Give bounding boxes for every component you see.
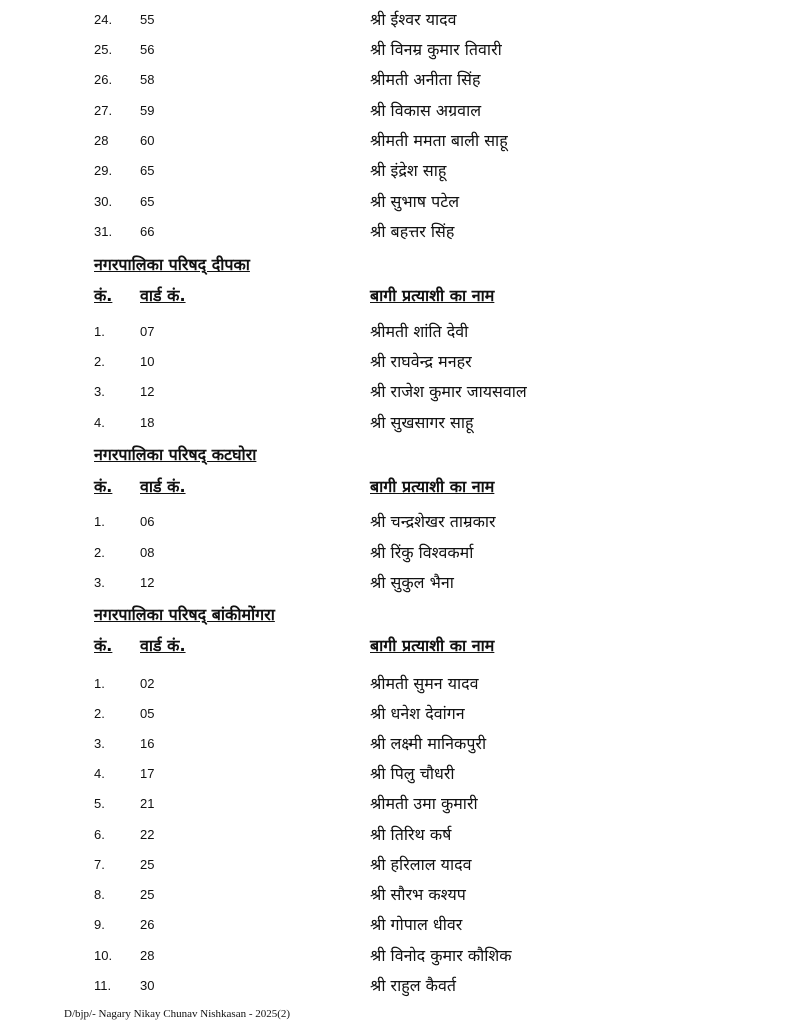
ward-number: 28 [140, 948, 155, 963]
ward-number: 08 [140, 545, 155, 560]
ward-number: 21 [140, 796, 155, 811]
serial-number: 2. [94, 354, 105, 369]
ward-number: 58 [140, 72, 155, 87]
serial-number: 26. [94, 72, 113, 87]
serial-number: 31. [94, 224, 113, 239]
list-row [0, 36, 791, 66]
candidate-name: श्रीमती सुमन यादव [370, 674, 479, 693]
list-row [0, 700, 791, 730]
header-serial: कं. [94, 477, 113, 496]
ward-number: 66 [140, 224, 155, 239]
candidate-name: श्री ईश्वर यादव [370, 10, 457, 29]
section-title: नगरपालिका परिषद् कटघोरा [94, 445, 257, 464]
ward-number: 12 [140, 384, 155, 399]
serial-number: 2. [94, 706, 105, 721]
serial-number: 24. [94, 12, 113, 27]
section-title: नगरपालिका परिषद् बांकीमोंगरा [94, 605, 275, 624]
candidate-name: श्री राघवेन्द्र मनहर [370, 352, 472, 371]
candidate-name: श्री बहत्तर सिंह [370, 222, 455, 241]
header-ward: वार्ड कं. [140, 636, 186, 655]
header-ward: वार्ड कं. [140, 477, 186, 496]
ward-number: 55 [140, 12, 155, 27]
candidate-name: श्री धनेश देवांगन [370, 704, 465, 723]
ward-number: 06 [140, 514, 155, 529]
candidate-name: श्री तिरिथ कर्ष [370, 825, 452, 844]
serial-number: 1. [94, 324, 105, 339]
ward-number: 10 [140, 354, 155, 369]
candidate-name: श्री राजेश कुमार जायसवाल [370, 382, 527, 401]
candidate-name: श्री चन्द्रशेखर ताम्रकार [370, 512, 496, 531]
ward-number: 65 [140, 194, 155, 209]
candidate-name: श्रीमती उमा कुमारी [370, 794, 478, 813]
list-row [0, 66, 791, 96]
list-row [0, 409, 791, 439]
serial-number: 6. [94, 827, 105, 842]
ward-number: 56 [140, 42, 155, 57]
header-serial: कं. [94, 636, 113, 655]
candidate-name: श्री सौरभ कश्यप [370, 885, 466, 904]
serial-number: 29. [94, 163, 113, 178]
candidate-name: श्री हरिलाल यादव [370, 855, 472, 874]
table-header [0, 634, 791, 664]
serial-number: 3. [94, 384, 105, 399]
ward-number: 30 [140, 978, 155, 993]
section-title: नगरपालिका परिषद् दीपका [94, 255, 250, 274]
header-serial: कं. [94, 286, 113, 305]
ward-number: 22 [140, 827, 155, 842]
list-row [0, 730, 791, 760]
header-candidate-name: बागी प्रत्याशी का नाम [370, 636, 495, 655]
serial-number: 25. [94, 42, 113, 57]
list-row [0, 911, 791, 941]
list-row [0, 97, 791, 127]
serial-number: 1. [94, 676, 105, 691]
serial-number: 11. [94, 978, 112, 993]
candidate-name: श्री रिंकु विश्वकर्मा [370, 543, 474, 562]
ward-number: 02 [140, 676, 155, 691]
candidate-name: श्री सुकुल भैना [370, 573, 454, 592]
list-row [0, 760, 791, 790]
header-ward: वार्ड कं. [140, 286, 186, 305]
page-footer: D/bjp/- Nagary Nikay Chunav Nishkasan - 2025(2) [64, 1008, 291, 1020]
list-row [0, 670, 791, 700]
candidate-name: श्रीमती अनीता सिंह [370, 70, 481, 89]
table-header [0, 475, 791, 505]
ward-number: 25 [140, 887, 155, 902]
serial-number: 7. [94, 857, 105, 872]
candidate-name: श्री गोपाल धीवर [370, 915, 463, 934]
list-row [0, 569, 791, 599]
candidate-name: श्री सुखसागर साहू [370, 413, 474, 432]
serial-number: 10. [94, 948, 113, 963]
list-row [0, 821, 791, 851]
header-candidate-name: बागी प्रत्याशी का नाम [370, 477, 495, 496]
candidate-name: श्री विनोद कुमार कौशिक [370, 946, 512, 965]
serial-number: 1. [94, 514, 105, 529]
candidate-name: श्रीमती शांति देवी [370, 322, 469, 341]
serial-number: 4. [94, 766, 105, 781]
ward-number: 60 [140, 133, 155, 148]
ward-number: 18 [140, 415, 155, 430]
ward-number: 65 [140, 163, 155, 178]
list-row [0, 348, 791, 378]
table-header [0, 284, 791, 314]
serial-number: 2. [94, 545, 105, 560]
list-row [0, 6, 791, 36]
serial-number: 27. [94, 103, 113, 118]
serial-number: 9. [94, 917, 105, 932]
serial-number: 30. [94, 194, 113, 209]
candidate-name: श्री पिलु चौधरी [370, 764, 455, 783]
header-candidate-name: बागी प्रत्याशी का नाम [370, 286, 495, 305]
ward-number: 05 [140, 706, 155, 721]
serial-number: 28 [94, 133, 109, 148]
candidate-name: श्री सुभाष पटेल [370, 192, 460, 211]
list-row [0, 318, 791, 348]
serial-number: 8. [94, 887, 105, 902]
candidate-name: श्रीमती ममता बाली साहू [370, 131, 508, 150]
list-row [0, 157, 791, 187]
candidate-name: श्री विकास अग्रवाल [370, 101, 482, 120]
serial-number: 4. [94, 415, 105, 430]
list-row [0, 218, 791, 248]
ward-number: 17 [140, 766, 155, 781]
serial-number: 3. [94, 736, 105, 751]
ward-number: 25 [140, 857, 155, 872]
list-row [0, 127, 791, 157]
ward-number: 12 [140, 575, 155, 590]
candidate-name: श्री राहुल कैवर्त [370, 976, 456, 995]
list-row [0, 539, 791, 569]
list-row [0, 942, 791, 972]
candidate-name: श्री विनम्र कुमार तिवारी [370, 40, 502, 59]
ward-number: 16 [140, 736, 155, 751]
list-row [0, 508, 791, 538]
ward-number: 07 [140, 324, 155, 339]
candidate-name: श्री लक्ष्मी मानिकपुरी [370, 734, 487, 753]
list-row [0, 188, 791, 218]
candidate-name: श्री इंद्रेश साहू [370, 161, 447, 180]
ward-number: 59 [140, 103, 155, 118]
list-row [0, 972, 791, 1002]
serial-number: 3. [94, 575, 105, 590]
list-row [0, 881, 791, 911]
serial-number: 5. [94, 796, 105, 811]
list-row [0, 851, 791, 881]
ward-number: 26 [140, 917, 155, 932]
list-row [0, 790, 791, 820]
list-row [0, 378, 791, 408]
